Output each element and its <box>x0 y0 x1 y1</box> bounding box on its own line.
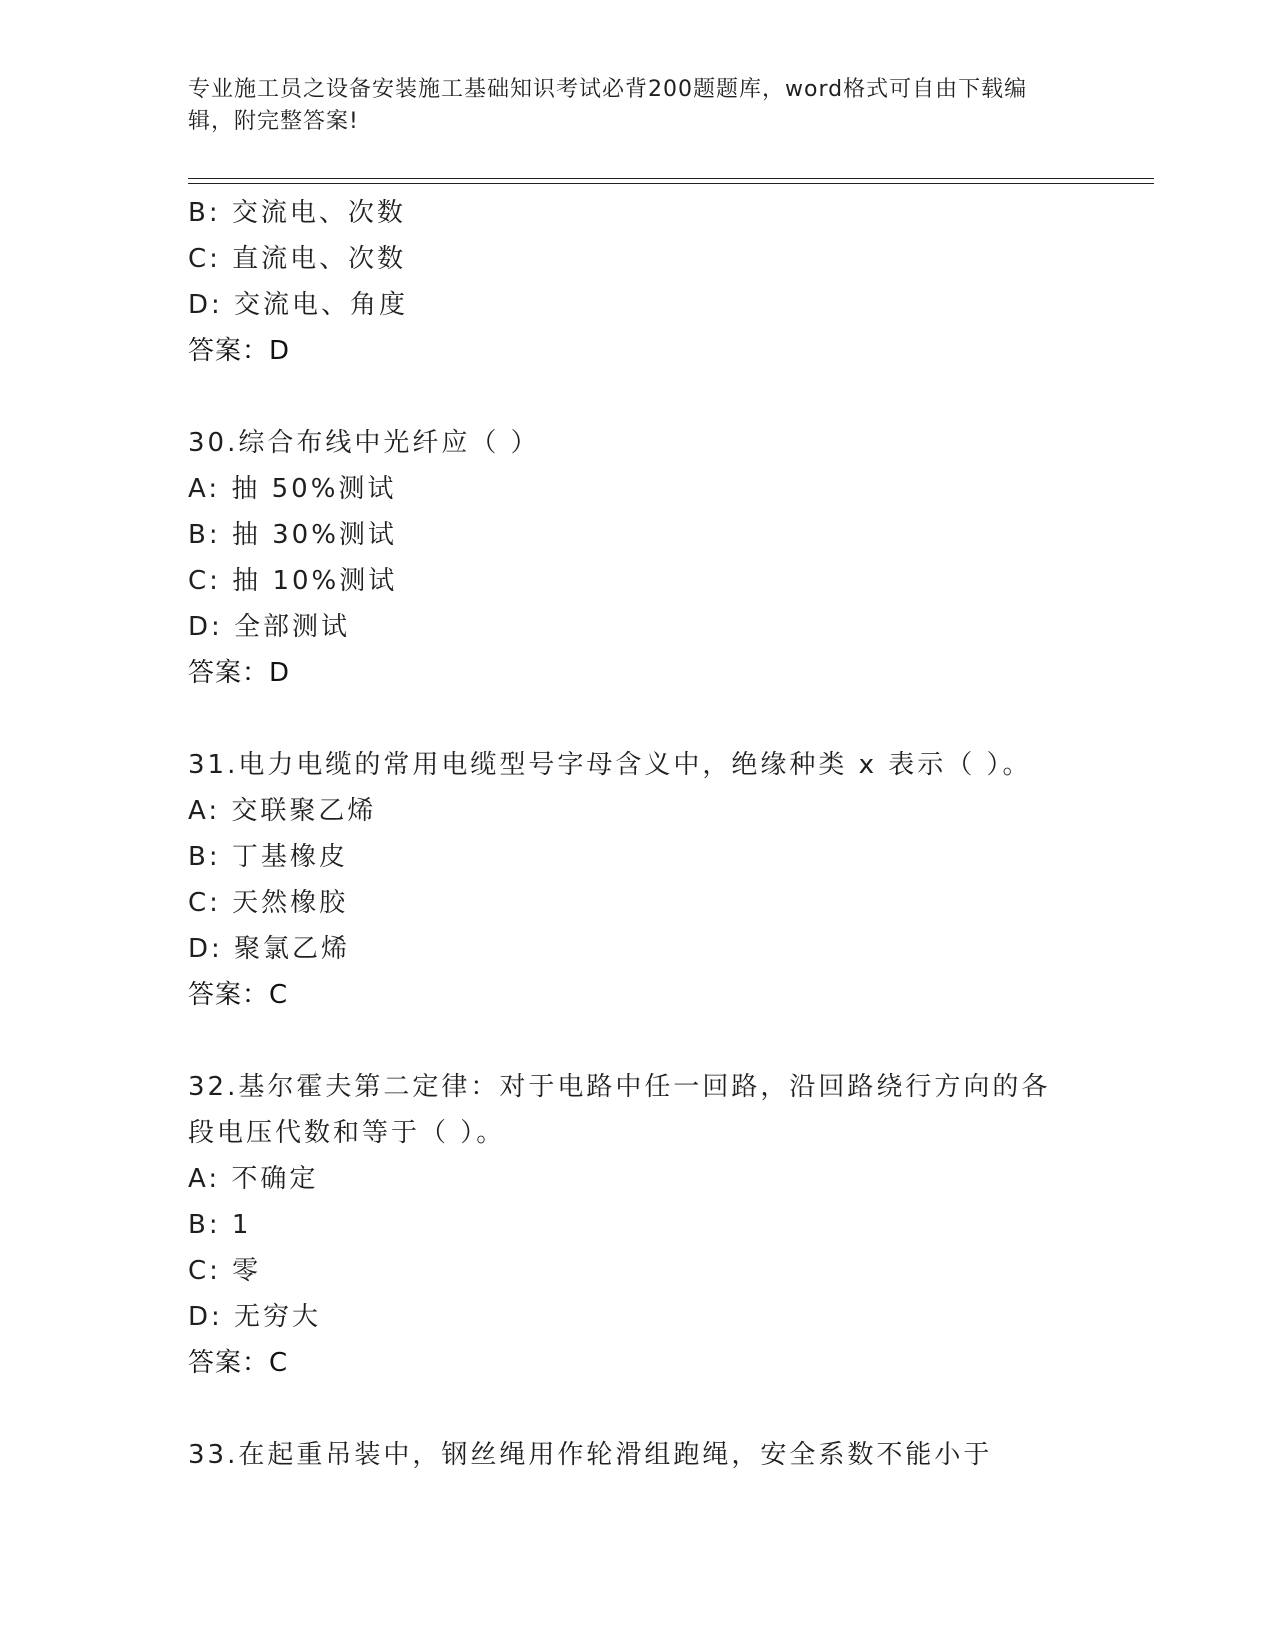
answer-label: 答案：C <box>188 980 289 1010</box>
option-c: C: 天然橡胶 <box>188 888 349 918</box>
option-d: D: 全部测试 <box>188 612 351 642</box>
spacer <box>188 1018 1148 1064</box>
question-block-30 <box>188 420 1148 696</box>
header-divider-top <box>188 178 1154 179</box>
question-stem: 30.综合布线中光纤应（ ） <box>188 428 540 458</box>
option-d: D: 交流电、角度 <box>188 290 409 320</box>
option-d: D: 聚氯乙烯 <box>188 934 351 964</box>
option-c: C: 直流电、次数 <box>188 244 407 274</box>
question-block-29-continued <box>188 190 1148 374</box>
option-c: C: 零 <box>188 1256 262 1286</box>
question-stem: 31.电力电缆的常用电缆型号字母含义中，绝缘种类 x 表示（ ）。 <box>188 750 1032 780</box>
question-block-31 <box>188 742 1148 1018</box>
option-b: B: 丁基橡皮 <box>188 842 348 872</box>
option-a: A: 交联聚乙烯 <box>188 796 377 826</box>
question-list <box>188 190 1148 1478</box>
spacer <box>188 1386 1148 1432</box>
answer-label: 答案：C <box>188 1348 289 1378</box>
option-a: A: 不确定 <box>188 1164 319 1194</box>
option-d: D: 无穷大 <box>188 1302 322 1332</box>
document-header-title: 专业施工员之设备安装施工基础知识考试必背200题题库，word格式可自由下载编辑，附完整答案! <box>188 77 1028 134</box>
option-b: B: 抽 30%测试 <box>188 520 397 550</box>
header-divider-bottom <box>188 183 1154 184</box>
question-block-32 <box>188 1064 1148 1386</box>
question-block-33 <box>188 1432 1148 1478</box>
answer-label: 答案：D <box>188 336 291 366</box>
option-c: C: 抽 10%测试 <box>188 566 398 596</box>
question-stem: 32.基尔霍夫第二定律：对于电路中任一回路，沿回路绕行方向的各段电压代数和等于（ ）。 <box>188 1072 1051 1148</box>
spacer <box>188 374 1148 420</box>
option-a: A: 抽 50%测试 <box>188 474 397 504</box>
question-stem: 33.在起重吊装中，钢丝绳用作轮滑组跑绳，安全系数不能小于 <box>188 1440 993 1470</box>
answer-label: 答案：D <box>188 658 291 688</box>
spacer <box>188 696 1148 742</box>
option-b: B: 1 <box>188 1210 252 1240</box>
option-b: B: 交流电、次数 <box>188 198 406 228</box>
